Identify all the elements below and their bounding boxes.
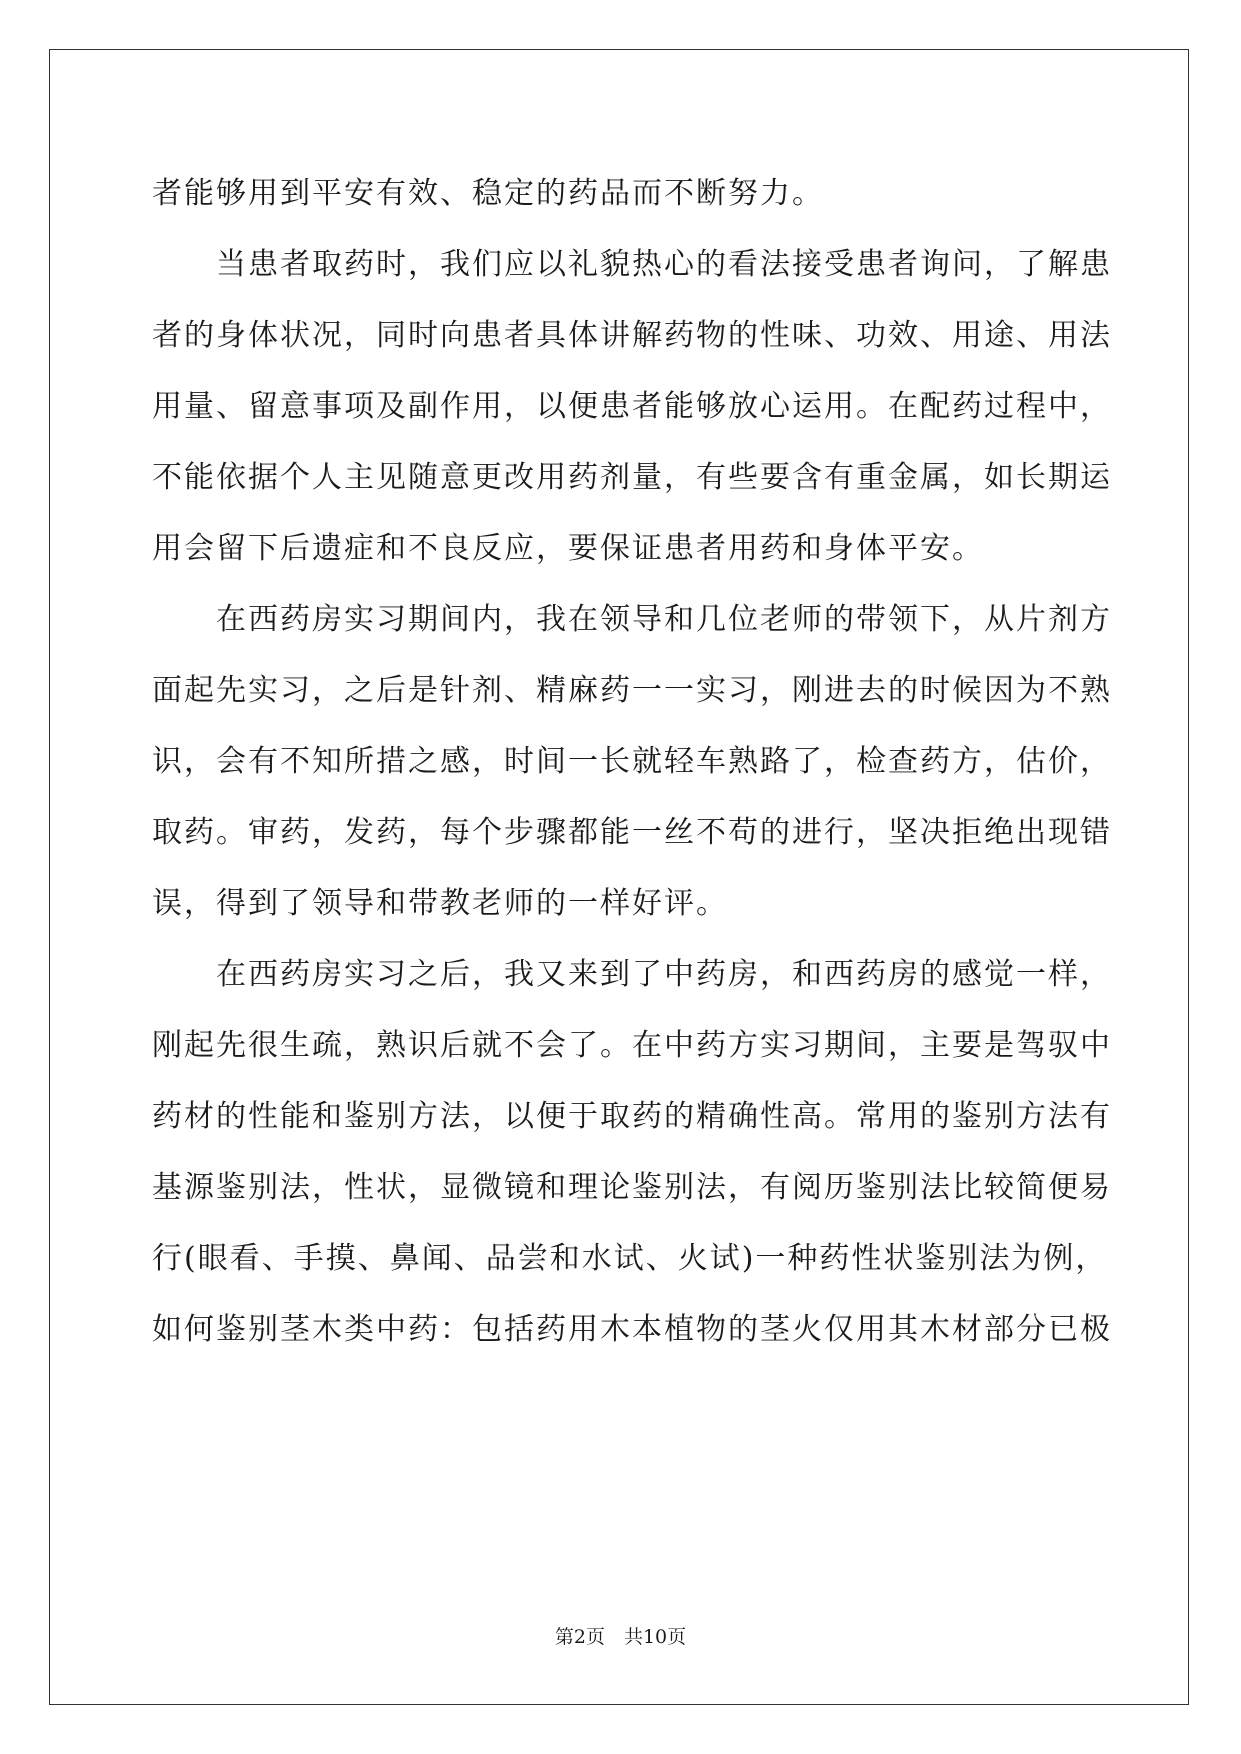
text-line: 用量、留意事项及副作用，以便患者能够放心运用。在配药过程中，	[152, 389, 1112, 424]
text-line: 不能依据个人主见随意更改用药剂量，有些要含有重金属，如长期运	[152, 460, 1112, 495]
text-line: 者能够用到平安有效、稳定的药品而不断努力。	[152, 176, 824, 211]
paragraph-start-line: 当患者取药时，我们应以礼貌热心的看法接受患者询问，了解患	[216, 247, 1112, 282]
paragraph-start-line: 在西药房实习期间内，我在领导和几位老师的带领下，从片剂方	[216, 602, 1112, 637]
text-line: 误，得到了领导和带教老师的一样好评。	[152, 886, 728, 921]
text-line: 用会留下后遗症和不良反应，要保证患者用药和身体平安。	[152, 531, 984, 566]
paragraph-start-line: 在西药房实习之后，我又来到了中药房，和西药房的感觉一样，	[216, 957, 1112, 992]
text-line: 者的身体状况，同时向患者具体讲解药物的性味、功效、用途、用法	[152, 318, 1112, 353]
page-number-footer: 第2页 共10页	[554, 1626, 687, 1648]
text-line: 刚起先很生疏，熟识后就不会了。在中药方实习期间，主要是驾驭中	[152, 1028, 1112, 1063]
text-line: 如何鉴别茎木类中药：包括药用木本植物的茎火仅用其木材部分已极	[152, 1312, 1112, 1347]
text-line: 行(眼看、手摸、鼻闻、品尝和水试、火试)一种药性状鉴别法为例，	[152, 1241, 1108, 1276]
text-line: 基源鉴别法，性状，显微镜和理论鉴别法，有阅历鉴别法比较简便易	[152, 1170, 1112, 1205]
text-line: 取药。审药，发药，每个步骤都能一丝不苟的进行，坚决拒绝出现错	[152, 815, 1112, 850]
text-line: 药材的性能和鉴别方法，以便于取药的精确性高。常用的鉴别方法有	[152, 1099, 1112, 1134]
text-line: 识，会有不知所措之感，时间一长就轻车熟路了，检查药方，估价，	[152, 744, 1112, 779]
text-line: 面起先实习，之后是针剂、精麻药一一实习，刚进去的时候因为不熟	[152, 673, 1112, 708]
document-body	[152, 158, 1112, 1365]
